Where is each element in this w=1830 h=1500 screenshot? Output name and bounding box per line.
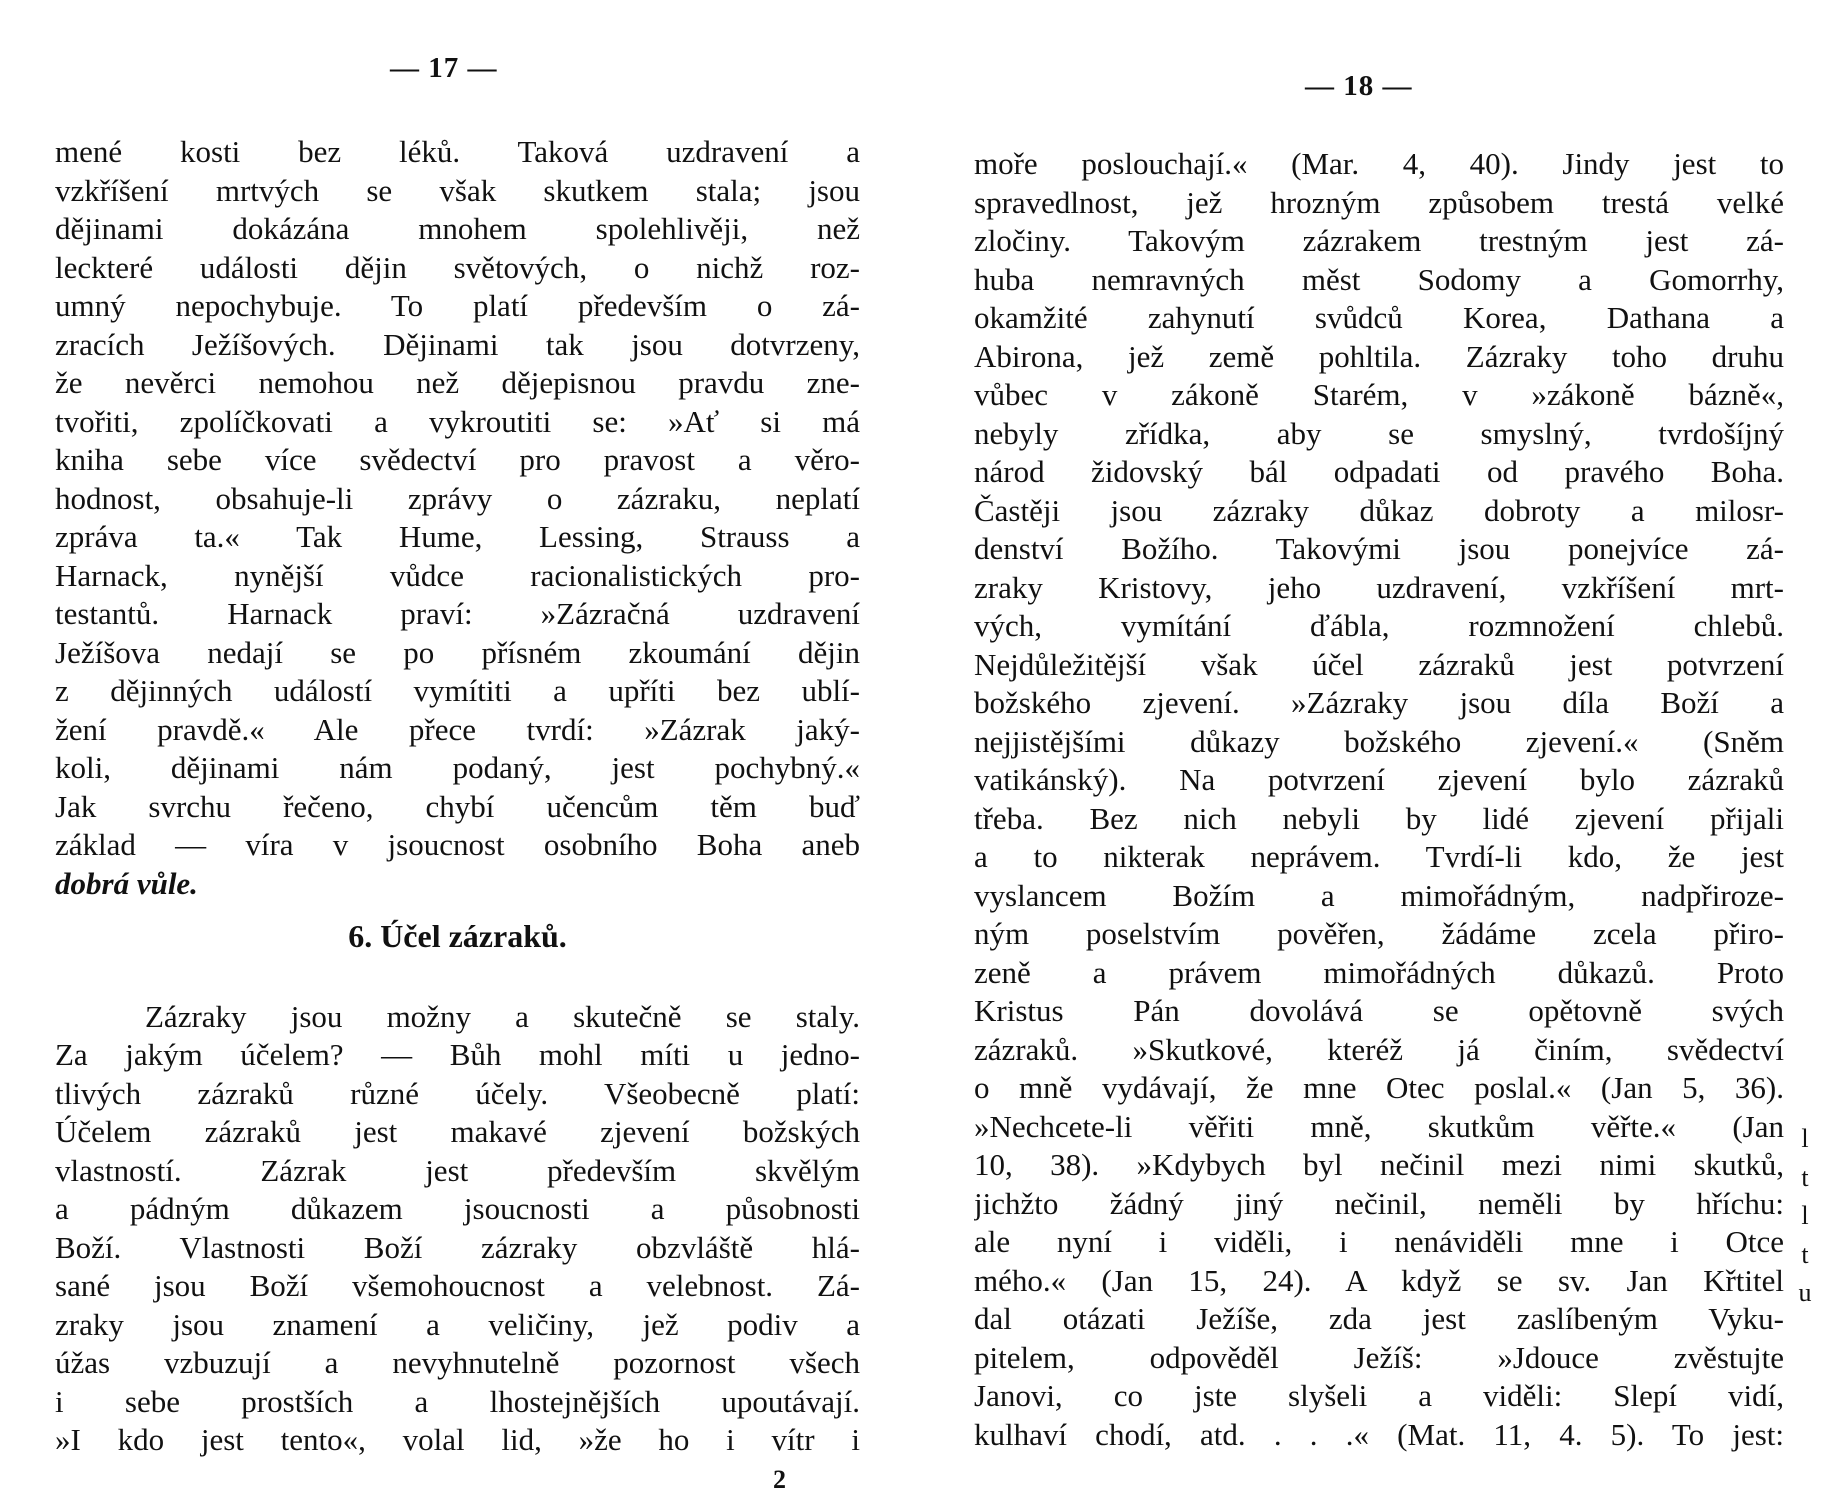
text-line: žení pravdě.« Ale přece tvrdí: »Zázrak jaký- [55, 711, 860, 747]
text-line: úžas vzbuzují a nevyhnutelně pozornost všech [55, 1345, 860, 1380]
text-line: národ židovský bál odpadati od pravého Boha. [974, 454, 1784, 489]
text-line: Častěji jsou zázraky důkaz dobroty a milosr- [974, 492, 1784, 528]
text-line: božského zjevení. »Zázraky jsou díla Boží a [974, 685, 1784, 720]
text-line: spravedlnost, jež hrozným způsobem trestá velké [974, 184, 1784, 220]
text-line: tvořiti, zpolíčkovati a vykroutiti se: »Ať si má [55, 403, 860, 439]
text-line: Účelem zázraků jest makavé zjevení božských [55, 1114, 860, 1149]
text-line: dějinami dokázána mnohem spolehlivěji, než [55, 211, 860, 246]
text-line: že nevěrci nemohou než dějepisnou pravdu zne- [55, 365, 860, 400]
text-line: nejjistějšími důkazy božského zjevení.« (Sněm [974, 723, 1784, 759]
text-line: Harnack, nynější vůdce racionalistických pro- [55, 557, 860, 593]
text-line: vých, vymítání ďábla, rozmnožení chlebů. [974, 608, 1784, 643]
text-line: vůbec v zákoně Starém, v »zákoně bázně«, [974, 377, 1784, 412]
text-line: sané jsou Boží všemohoucnost a velebnost. Zá- [55, 1268, 860, 1303]
text-line: denství Božího. Takovými jsou ponejvíce zá- [974, 531, 1784, 566]
text-line: Kristus Pán dovolává se opětovně svých [974, 993, 1784, 1028]
left-page-text [55, 133, 860, 1460]
margin-letters [1795, 1120, 1815, 1313]
text-line: Za jakým účelem? — Bůh mohl míti u jedno- [55, 1037, 860, 1072]
text-line: o mně vydávají, že mne Otec poslal.« (Jan 5, 36). [974, 1070, 1784, 1105]
text-line: Zázraky jsou možny a skutečně se staly. [145, 998, 860, 1034]
margin-letter: l [1801, 1201, 1809, 1230]
text-line: vlastností. Zázrak jest především skvělým [55, 1152, 860, 1188]
text-line: Janovi, co jste slyšeli a viděli: Slepí vidí, [974, 1378, 1784, 1413]
signature-mark: 2 [773, 1465, 786, 1494]
text-line: ale nyní i viděli, i nenáviděli mne i Otce [974, 1224, 1784, 1259]
text-line: leckteré události dějin světových, o nichž roz- [55, 249, 860, 285]
text-line: i sebe prostších a lhostejnějších upoutávají. [55, 1383, 860, 1419]
text-line: tlivých zázraků různé účely. Všeobecně platí: [55, 1075, 860, 1111]
text-line: třeba. Bez nich nebyli by lidé zjevení přijali [974, 800, 1784, 836]
text-line: dobrá vůle. [55, 865, 198, 901]
text-line: koli, dějinami nám podaný, jest pochybný.« [55, 750, 860, 785]
text-line: zeně a právem mimořádných důkazů. Proto [974, 954, 1784, 990]
text-line: mého.« (Jan 15, 24). A když se sv. Jan Křtitel [974, 1262, 1784, 1298]
text-line: testantů. Harnack praví: »Zázračná uzdravení [55, 596, 860, 631]
right-page [915, 0, 1830, 1500]
page-number-left: — 17 — [390, 52, 498, 84]
text-line: Abirona, jež země pohltila. Zázraky toho druhu [974, 338, 1784, 374]
text-line: nebyly zřídka, aby se smyslný, tvrdošíjný [974, 415, 1784, 451]
text-line: vyslancem Božím a mimořádným, nadpřiroze- [974, 877, 1784, 913]
text-line: moře poslouchají.« (Mar. 4, 40). Jindy jest to [974, 146, 1784, 181]
text-line: Ježíšova nedají se po přísném zkoumání dějin [55, 634, 860, 670]
text-line: a pádným důkazem jsoucnosti a působnosti [55, 1191, 860, 1226]
text-line: »I kdo jest tento«, volal lid, »že ho i vítr i [55, 1422, 860, 1457]
text-line: Nejdůležitější však účel zázraků jest potvrzení [974, 646, 1784, 682]
text-line: Jak svrchu řečeno, chybí učencům těm buď [55, 788, 860, 824]
text-line: zpráva ta.« Tak Hume, Lessing, Strauss a [55, 519, 860, 554]
text-line: umný nepochybuje. To platí především o zá- [55, 288, 860, 323]
text-line: hodnost, obsahuje-li zprávy o zázraku, neplatí [55, 480, 860, 516]
margin-letter: u [1798, 1278, 1812, 1307]
text-line: zraky Kristovy, jeho uzdravení, vzkříšení mrt- [974, 569, 1784, 605]
text-line: kulhaví chodí, atd. . . .« (Mat. 11, 4. 5). To jest: [974, 1416, 1784, 1452]
text-line: kniha sebe více svědectví pro pravost a věro- [55, 442, 860, 477]
text-line: »Nechcete-li věřiti mně, skutkům věřte.« (Jan [974, 1108, 1784, 1144]
text-line: 10, 38). »Kdybych byl nečinil mezi nimi skutků, [974, 1147, 1784, 1182]
right-page-text [974, 145, 1784, 1454]
section-heading: 6. Účel zázraků. [348, 918, 567, 954]
text-line: a to nikterak neprávem. Tvrdí-li kdo, že jest [974, 839, 1784, 874]
text-line: Boží. Vlastnosti Boží zázraky obzvláště hlá- [55, 1229, 860, 1265]
text-line: huba nemravných měst Sodomy a Gomorrhy, [974, 261, 1784, 297]
page-number-right: — 18 — [1305, 70, 1413, 102]
margin-letter: l [1801, 1124, 1809, 1153]
text-line: zraky jsou znamení a veličiny, jež podiv a [55, 1306, 860, 1342]
text-line: vzkříšení mrtvých se však skutkem stala; jsou [55, 172, 860, 208]
text-line: mené kosti bez léků. Taková uzdravení a [55, 134, 860, 169]
text-line: dal otázati Ježíše, zda jest zaslíbeným Vyku- [974, 1301, 1784, 1336]
text-line: základ — víra v jsoucnost osobního Boha aneb [55, 827, 860, 862]
text-line: jichžto žádný jiný nečinil, neměli by hříchu: [974, 1185, 1784, 1221]
text-line: zločiny. Takovým zázrakem trestným jest zá- [974, 223, 1784, 258]
text-line: ným poselstvím pověřen, žádáme zcela přiro- [974, 916, 1784, 951]
margin-letter: t [1801, 1162, 1809, 1192]
text-line: zázraků. »Skutkové, kteréž já činím, svědectví [974, 1031, 1784, 1067]
text-line: okamžité zahynutí svůdců Korea, Dathana a [974, 300, 1784, 335]
margin-letter: t [1801, 1239, 1809, 1269]
text-line: z dějinných událostí vymítiti a upříti bez ublí- [55, 673, 860, 708]
text-line: vatikánský). Na potvrzení zjevení bylo zázraků [974, 762, 1784, 797]
text-line: zracích Ježíšových. Dějinami tak jsou dotvrzeny, [55, 326, 860, 362]
text-line: pitelem, odpověděl Ježíš: »Jdouce zvěstujte [974, 1339, 1784, 1375]
